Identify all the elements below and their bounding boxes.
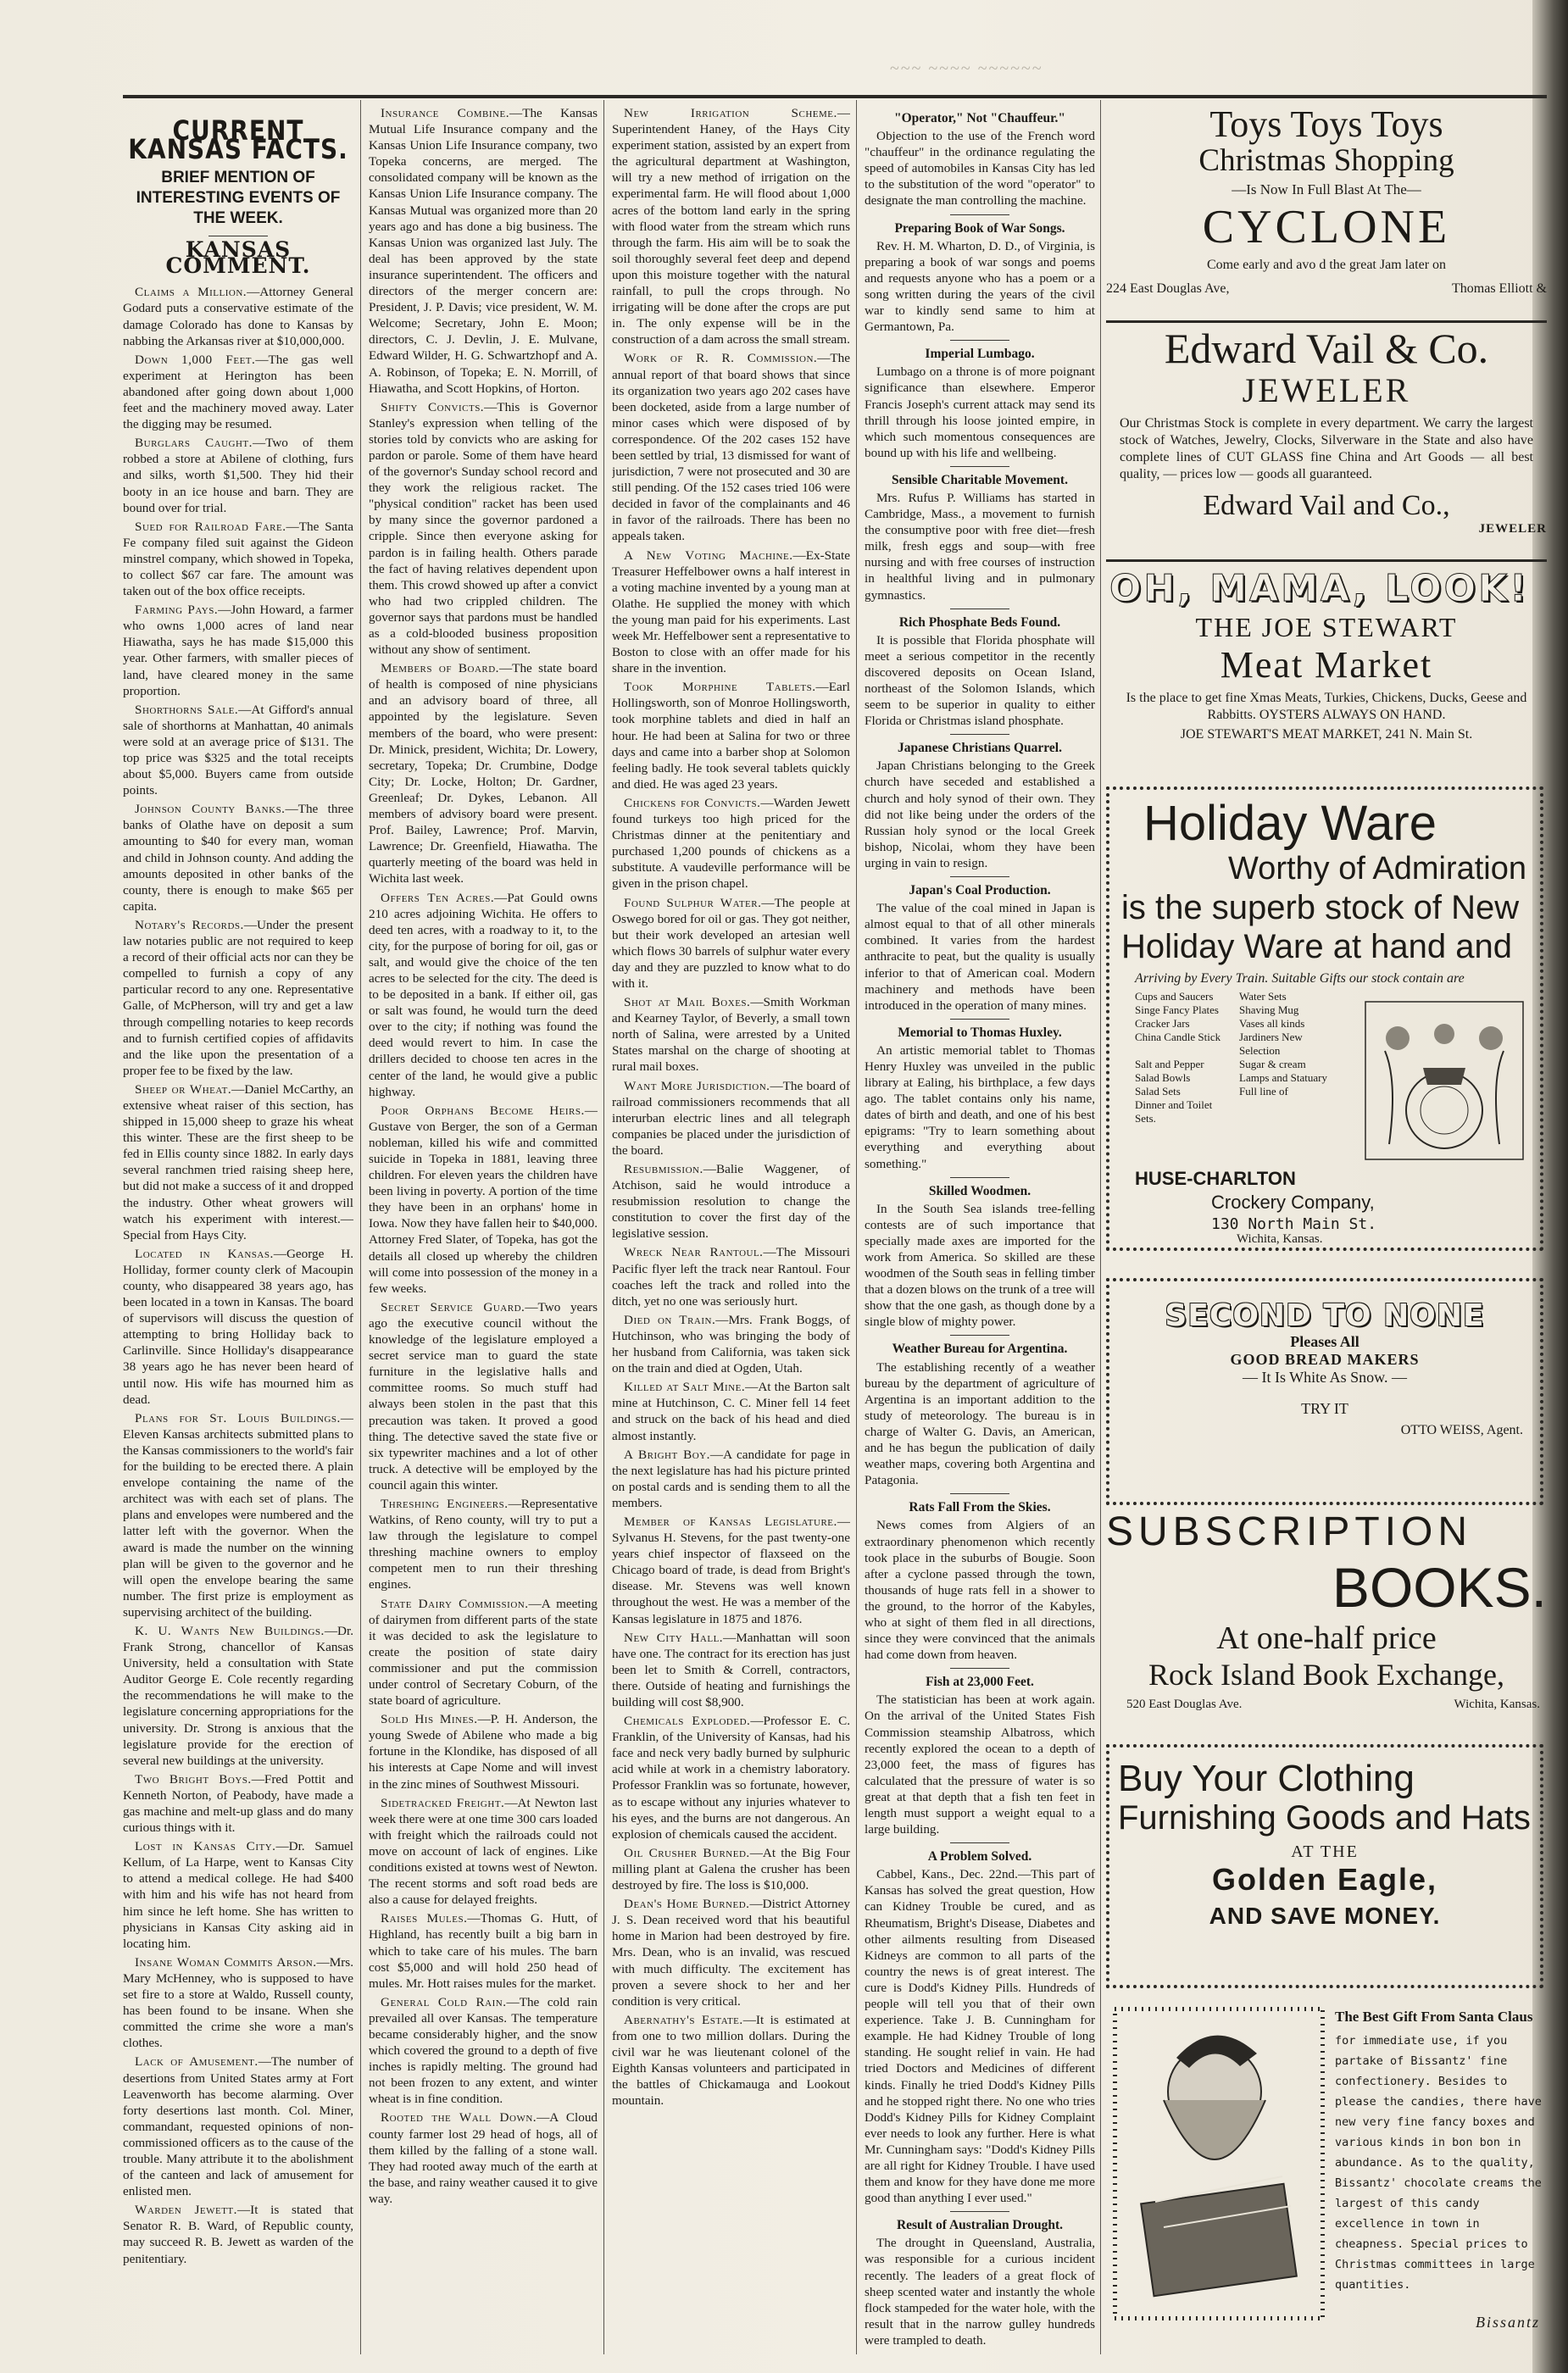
- article: [123, 1081, 353, 1243]
- article-headline: Offers Ten Acres.: [381, 890, 495, 905]
- article: [123, 519, 353, 599]
- article-text: —Mrs. Frank Boggs, of Hutchinson, who was bringing the body of her husband from California, was taken sick on the train and died at Ogden, Utah.: [612, 1312, 850, 1376]
- article-text: —The Missouri Pacific flyer left the track near Rantoul. Four coaches left the track and rolled into the ditch, yet no one was seriously hurt.: [612, 1245, 850, 1309]
- article-text: —Earl Hollingsworth, son of Monroe Hollingsworth, took morphine tablets and died in half an hour. He had been at Salina for two or three days and came into a barber shop at Solomon feeling badly. He took several tablets quickly and died. He was aged 23 years.: [612, 680, 850, 792]
- article-text: —Attorney General Godard puts a conservative estimate of the damage Colorado has done to Kansas by nabbing the Arkansas river at $10,000,000.: [123, 285, 353, 348]
- article: [123, 1771, 353, 1836]
- article-text: —Mrs. Mary McHenney, who is supposed to have set fire to a store at Waldo, Russell county, has been found to be insane. When she committed the crime she wore a man's clothes.: [123, 1954, 353, 2051]
- article-headline: Members of Board.: [381, 661, 499, 676]
- article-text: —It is estimated at from one to two million dollars. During the civil war he was lieutenant colonel of the Eighth Kansas volunteers and participated in the battles of Chickamauga and Lookout mountain.: [612, 2012, 850, 2109]
- article-text: —At the Barton salt mine at Hutchinson, C. C. Miner fell 14 feet and struck on the back of his head and died almost instantly.: [612, 1380, 850, 1443]
- section-title: KANSAS COMMENT.: [165, 237, 311, 279]
- column-4: [865, 105, 1095, 2351]
- article-headline: Fish at 23,000 Feet.: [926, 1675, 1034, 1690]
- article-headline: Imperial Lumbago.: [925, 347, 1035, 362]
- ad-santa: [1106, 2000, 1547, 2339]
- article-headline: Died on Train.: [624, 1312, 716, 1327]
- top-rule: [123, 95, 1547, 98]
- article-text: —Dr. Frank Strong, chancellor of Kansas University, held a consultation with State Auditor George E. Cole recently regarding the recommendations he will make to the legislature concerning appropriations for the university. Dr. Strong is anxious that the legislature provide for the erection of several new buildings at the university.: [123, 1623, 353, 1768]
- ad-eagle-line5: AND SAVE MONEY.: [1209, 1903, 1441, 1929]
- article: [369, 1795, 598, 1909]
- article: [612, 679, 850, 792]
- holiday-item: Cracker Jars: [1135, 1017, 1190, 1030]
- article-text: —Fred Pottit and Kenneth Norton, of Peabody, have made a gas machine and melt-up glass and do many curious things with it.: [123, 1771, 353, 1836]
- article-text: —Under the present law notaries public are not required to keep a record of their official acts nor can they be compelled to furnish a copy of any particular record to any one. Representative Galle, of McPherson, will try and get a law through compelling notaries to keep records and to furnish certified copies of affidavits and the like upon the presentation of a proper fee to be fixed by the law.: [123, 917, 353, 1078]
- article-headline: Insane Woman Commits Arson.: [135, 1954, 317, 1970]
- article-text: —A Cloud county farmer lost 29 head of hogs, all of them killed by the falling of a stone wall. They had rooted away much of the earth at the base, and rainy weather caused it to give way.: [369, 2110, 598, 2206]
- article-text: —Superintendent Haney, of the Hays City experiment station, assisted by an expert from the agricultural department at Washington, will try a new method of irrigation on the experimental farm. He will flood about 1,000 acres of the bottom land early in the spring with flood water from the stream which runs through the farm. His aim will be to soak the soil thoroughly several feet deep and depend upon this moisture together with the natural rainfall, to pull the crops through. No irrigating will be done after the crops are put in. The only expense will be in the construction of a dam across the small stream.: [612, 106, 850, 347]
- ad-books-address: 520 East Douglas Ave.: [1126, 1698, 1243, 1711]
- header-bleed-through: ~~~ ~~~~ ~~~~~~: [890, 59, 1043, 78]
- article-headline: Farming Pays.: [135, 603, 219, 618]
- divider: [950, 466, 1009, 467]
- article-headline: Work of R. R. Commission.: [624, 351, 818, 366]
- article-headline: Japan's Coal Production.: [909, 883, 1051, 898]
- article-text: —District Attorney J. S. Dean received word that his beautiful home in Marion had been destroyed by fire. Mrs. Dean, who is an invalid, was rescued with much difficulty. The excitement has proven a severe shock to her and her condition is very critical.: [612, 1897, 850, 2009]
- article-headline: Secret Service Guard.: [381, 1299, 525, 1314]
- article-headline: Poor Orphans Become Heirs.: [381, 1103, 585, 1118]
- article: [369, 890, 598, 1100]
- article-list: [612, 105, 850, 2109]
- subhead: BRIEF MENTION OF INTERESTING EVENTS OF THE WEEK.: [136, 169, 341, 228]
- article-headline: General Cold Rain.: [381, 1994, 507, 2009]
- article-text: —Pat Gould owns 210 acres adjoining Wichita. He offers to deed ten acres, with a roadway to it, to the city, for the purpose of boring for oil, gas or salt, and would give the choice of the ten acres to be selected for the city. The deed is to be deposited in a bank. If either oil, gas or salt was found, he would turn the deed over to the city; if nothing was found the deed would revert to him. In case the drillers decided to choose ten acres in the center of the land, he would give a public highway.: [369, 890, 598, 1099]
- article-headline: Found Sulphur Water.: [624, 895, 762, 910]
- ad-santa-body: for immediate use, if you partake of Bissantz' fine confectionery. Besides to please the candies, there have new very fine fancy boxes and various kinds in bon bon in abundance. As to the quality, Bissantz' chocolate creams the largest of this candy excellence in town in cheapness. Special prices to Christmas committees in large quantities.: [1335, 2034, 1542, 2292]
- holiday-item: Salad Sets: [1135, 1085, 1181, 1098]
- masthead: CURRENT KANSAS FACTS.: [128, 114, 348, 165]
- article-headline: Rich Phosphate Beds Found.: [898, 614, 1061, 630]
- article-body: Cabbel, Kans., Dec. 22nd.—This part of Kansas has solved the great question, How can Kidney Trouble be cured, and as Rheumatism, Bright's Disease, Diabetes and other ailments resulting from Diseased Kidneys are common to all parts of the country the news is of great interest. The cure is Dodd's Kidney Pills. Hundreds of people will tell you that of their own experience. Take J. B. Cunningham for example. He had Kidney Trouble of long standing. He sought relief in vain. He had tried Doctors and Medicines of different kinds. Finally he tried Dodd's Kidney Pills and he stopped right there. No one who tries Dodd's Kidney Pills for Kidney Complaint ever needs to look any further. Here is what Mr. Cunningham says: "Dodd's Kidney Pills are all right for Kidney Trouble. I have used them and know for they have done me more good than anything I ever used.": [865, 1867, 1095, 2206]
- article-headline: Rats Fall From the Skies.: [909, 1500, 1051, 1515]
- holiday-item: Sugar & cream: [1239, 1058, 1306, 1070]
- article-headline: Japanese Christians Quarrel.: [898, 741, 1062, 756]
- article-text: —The annual report of that board shows that since its organization two years ago 202 cases have been docketed, aside from a large number of minor cases which were disposed of by correspondence. Of the 202 cases 152 have been settled by trial, 13 dismissed for want of jurisdiction, 7 were not prosecuted and 30 are still pending. Of the 152 cases tried 106 were decided in favor of the complainants and 46 in favor of the railroads. There has been no appeals taken.: [612, 351, 850, 544]
- holiday-item: Singe Fancy Plates: [1135, 1003, 1219, 1016]
- article-text: —Eleven Kansas architects submitted plans to the Kansas commissioners to the world's fair for the building to be erected there. A plain envelope containing the name of the architect was with each set of plans. The plans and envelopes were numbered and the latter left with the governor. When the award is made the number on the winning plan will be given to the governor and he will open the envelope bearing the same number. The first prize is employment as supervising architect of the building.: [123, 1410, 353, 1620]
- article-headline: Want More Jurisdiction.: [624, 1078, 770, 1093]
- article: [369, 1103, 598, 1297]
- article-headline: Shifty Convicts.: [381, 399, 485, 414]
- article-headline: A New Voting Machine.: [624, 547, 793, 563]
- article-headline: Burglars Caught.: [135, 436, 253, 451]
- divider: [950, 1177, 1009, 1178]
- article-text: —Two years ago the executive council without the knowledge of the legislature employed a secret service man to guard the state furniture in the legislative halls and committee rooms. So much stuff had always been stolen in the past that this precaution was taken. It proved a good thing. The detective saved the state five or six typewriter machines and a lot of other truck. A detective will be employed by the council again this winter.: [369, 1299, 598, 1492]
- ad-vail-sign: Edward Vail and Co.,: [1203, 490, 1450, 521]
- article-headline: Sold His Mines.: [381, 1712, 478, 1727]
- ad-holiday-address: 130 North Main St.: [1211, 1215, 1377, 1233]
- article: [123, 602, 353, 699]
- ad-cyclone-proprietor: Thomas Elliott &: [1452, 281, 1547, 296]
- ad-holiday-line3: is the superb stock of New: [1121, 889, 1520, 926]
- article: [123, 917, 353, 1079]
- article-headline: Raises Mules.: [381, 1911, 468, 1926]
- divider: [950, 734, 1009, 735]
- article-text: —Warden Jewett found turkeys too high priced for the Christmas dinner at the penitentiary and purchased 1,200 pounds of chickens as a substitute. A vaudeville performance will be given in the prison chapel.: [612, 795, 850, 892]
- article: [123, 2202, 353, 2266]
- article-headline: A Bright Boy.: [624, 1447, 710, 1462]
- article-list: [123, 284, 353, 2266]
- article-body: Mrs. Rufus P. Williams has started in Cambridge, Mass., a movement to furnish the consumptive poor with free diet—fresh milk, fresh eggs and soup—with free nursing and with free courses of instruction in healthful living and in pulmonary gymnastics.: [865, 490, 1095, 603]
- ad-golden-eagle: [1106, 1744, 1543, 1988]
- ad-holiday-ware: [1106, 786, 1543, 1251]
- ad-mama-title: OH, MAMA, LOOK!: [1109, 567, 1530, 610]
- article-headline: Wreck Near Rantoul.: [624, 1245, 764, 1260]
- divider: [950, 1668, 1009, 1669]
- article-headline: Plans for St. Louis Buildings.: [135, 1410, 341, 1425]
- article-text: —At the Big Four milling plant at Galena the crusher has been destroyed by fire. The loss is $10,000.: [612, 1845, 850, 1893]
- article: [123, 2053, 353, 2199]
- ad-holiday-title: Holiday Ware: [1143, 796, 1437, 851]
- article-text: —Gustave von Berger, the son of a German nobleman, killed his wife and committed suicide in Topeka in 1881, leaving three children. For eleven years the children have been living in poverty. A portion of the time they have been in an orphans' home in Iowa. Now they have fallen heir to $40,000. Attorney Fred Slater, of Topeka, has got the details all closed up whereby the children will come into possession of the money in a few weeks.: [369, 1103, 598, 1296]
- article-headline: Took Morphine Tablets.: [624, 680, 816, 695]
- article: [612, 350, 850, 544]
- ad-eagle-title: Golden Eagle,: [1211, 1862, 1438, 1897]
- holiday-item: China Candle Stick: [1135, 1031, 1221, 1043]
- holiday-item: Shaving Mug: [1239, 1003, 1299, 1016]
- article: [612, 1161, 850, 1242]
- article: [612, 105, 850, 347]
- article-body: Lumbago on a throne is of more poignant significance than elsewhere. Emperor Francis Joseph's current attack may send its thrill through his loose jointed empire, in which such momentous consequences are bound up with his life and wellbeing.: [865, 364, 1095, 460]
- ad-vail-jeweler: JEWELER: [1242, 371, 1411, 409]
- column-rule: [603, 100, 604, 2354]
- article-text: —Professor E. C. Franklin, of the University of Kansas, had his face and neck very badly burned by sulphuric acid while at work in a chemistry laboratory. Professor Franklin was so fortunate, however, as to escape without any injuries whatever to his eyes, and the burns are not dangerous. An explosion of chemicals caused the accident.: [612, 1714, 850, 1842]
- article-body: In the South Sea islands tree-felling contests are of such importance that specially made axes are imported for the work from America. So skilled are these woodmen of the South seas in felling timber that a dozen blows on the trunk of a tree will show that the one gash, as though done by a single blow of mighty power.: [865, 1201, 1095, 1330]
- ad-holiday-items: [1135, 990, 1338, 1125]
- divider: [950, 1842, 1009, 1843]
- ad-cyclone-title: CYCLONE: [1202, 201, 1451, 253]
- article-text: —The three banks of Olathe have on deposit a sum amounting to $40 for every man, woman and child in Johnson county. And adding the amounts deposited in other banks of the county, there is enough to make $65 per capita.: [123, 802, 353, 914]
- article-text: —The state board of health is composed of nine physicians and an advisory board of three, all appointed by the legislature. Seven members of the board, who were present: Dr. Minick, president, Wichita; Dr. Lowery, secretary, Topeka; Dr. Crumbine, Dodge City; Dr. Locke, Holton; Dr. Gardner, Greenleaf; Dr. Dykes, Lebanon. All members of advisory board were present. Prof. Bailey, Lawrence; Prof. Marvin, Lawrence; Dr. Greenfield, Hiawatha. The quarterly meeting of the board was held in Wichita last week.: [369, 661, 598, 886]
- ad-mama-address: JOE STEWART'S MEAT MARKET, 241 N. Main St.: [1180, 727, 1473, 742]
- ad-second-line3: GOOD BREAD MAKERS: [1230, 1351, 1420, 1368]
- ad-santa-signature: Bissantz: [1475, 2314, 1540, 2331]
- ad-cyclone-line2: Christmas Shopping: [1198, 143, 1454, 178]
- ad-cyclone-line3: —Is Now In Full Blast At The—: [1232, 181, 1421, 197]
- article-headline: Member of Kansas Legislature.: [624, 1514, 837, 1529]
- article-headline: Chickens for Convicts.: [624, 795, 761, 810]
- article: [123, 352, 353, 432]
- article-body: The value of the coal mined in Japan is almost equal to that of all other minerals combined. It varies from the hardest anthracite to peat, but the quality is usually inferior to that of American coal. Modern machinery and methods have been introduced in the operation of many mines.: [865, 901, 1095, 1013]
- article-text: —A meeting of dairymen from different parts of the state it was decided to ask the legislature to create the position of state dairy commissioner and put the commission under control of Secretary Coburn, of the state board of agriculture.: [369, 1596, 598, 1709]
- article-headline: Killed at Salt Mine.: [624, 1380, 746, 1395]
- ad-holiday-firm2: Crockery Company,: [1211, 1192, 1375, 1213]
- article-headline: "Operator," Not "Chauffeur.": [893, 111, 1066, 125]
- article-text: —Two of them robbed a store at Abilene of clothing, furs and silks, worth $1,500. They hid their booty in an ice house and barn. They are bound over for trial.: [123, 436, 353, 515]
- ad-vail-title: Edward Vail & Co.: [1164, 325, 1489, 372]
- article-headline: Sheep or Wheat.: [135, 1081, 232, 1097]
- article-text: —Smith Workman and Kearney Taylor, of Beverly, a small town north of Salina, were arrested by a United States marshal on the charge of shooting at rural mail boxes.: [612, 995, 850, 1075]
- holiday-item: Jardiners New Selection: [1239, 1031, 1303, 1057]
- article-text: —At Newton last week there were at one time 300 cars loaded with freight which the railroads could not move on account of lack of engines. Like conditions existed at towns west of Newton. The recent storms and soft road beds are also a cause for delayed freights.: [369, 1795, 598, 1908]
- article-text: —The number of desertions from United States army at Fort Leavenworth has become alarming. Over forty desertions last month. Col. Miner, commandant, requested opinions of non-commissioned officers as to the cause of the trouble. Many attribute it to the abolishment of the canteen and lack of amusement for enlisted men.: [123, 2054, 353, 2199]
- article-text: —At Gifford's annual sale of shorthorns at Manhattan, 40 animals were sold at an average price of $131. The top price was $325 and the total receipts about $5,000. Buyers came from outside points.: [123, 702, 353, 798]
- article-text: —Balie Waggener, of Atchison, said he would introduce a resubmission resolution to change the constitution to cover the first day of the legislative session.: [612, 1162, 850, 1242]
- article: [123, 801, 353, 914]
- article-headline: Memorial to Thomas Huxley.: [898, 1025, 1062, 1040]
- article-text: —The gas well experiment at Herington has been abandoned after going down about 1,000 feet and the machinery moved away. Later the digging may be resumed.: [123, 352, 353, 432]
- article: [123, 435, 353, 515]
- article-headline: Rooted the Wall Down.: [381, 2110, 537, 2126]
- ad-second-title: SECOND TO NONE: [1165, 1298, 1485, 1333]
- article: [612, 1379, 850, 1443]
- article-headline: New Irrigation Scheme.: [624, 106, 837, 120]
- article-headline: Abernathy's Estate.: [624, 2012, 743, 2027]
- article-list: [865, 110, 1095, 2348]
- article-text: —P. H. Anderson, the young Swede of Abilene who made a big fortune in the Klondike, has disposed of all his interests at Cape Nome and will invest in the zinc mines of Southwest Missouri.: [369, 1712, 598, 1792]
- ad-vail-jeweler-footer: JEWELER: [1478, 522, 1547, 536]
- ad-second-line4: — It Is White As Snow. —: [1242, 1369, 1407, 1386]
- article-headline: A Problem Solved.: [927, 1849, 1032, 1864]
- article: [369, 1496, 598, 1593]
- ad-vail: [1106, 320, 1547, 552]
- article-text: —This is Governor Stanley's expression when telling of the stories told by convicts who are asking for pardon or parole. Some of them have heard of the governor's Sunday school record and they work the religious racket. The "physical condition" racket has been used by many since the governor pardoned a cripple. Since then everyone asking for pardon is in failing health. Others parade the fact of having relatives dependent upon them. This crowd showed up after a convict who had two crippled children. The governor says that pardons must be handled as a cold-blooded business proposition without any show of sentiment.: [369, 399, 598, 658]
- article-headline: Warden Jewett.: [135, 2203, 237, 2218]
- article-text: —A candidate for page in the next legislature has had his picture printed on postal cards and is sending them to all the members.: [612, 1447, 850, 1510]
- ad-vail-body: Our Christmas Stock is complete in every department. We carry the largest stock of Watches, Jewelry, Clocks, Silverware in the State and also have complete lines of CUT GLASS fine China and Art Goods — all best quality, — prices low — goods all guaranteed.: [1120, 416, 1533, 481]
- holiday-item: Lamps and Statuary: [1239, 1071, 1327, 1084]
- article-text: —John Howard, a farmer who owns 1,000 acres of land near Hiawatha, says he has made $15,000 this year. Other farmers, with smaller pieces of land, have cleared money in the same proportion.: [123, 603, 353, 698]
- article-headline: Lost in Kansas City.: [135, 1839, 276, 1854]
- article-headline: Insurance Combine.: [381, 106, 509, 120]
- column-2: [369, 105, 598, 2351]
- article-list: [369, 105, 598, 2207]
- article: [123, 1623, 353, 1769]
- article-headline: Down 1,000 Feet.: [135, 352, 256, 367]
- ad-mama-line3: Meat Market: [1220, 644, 1433, 686]
- ad-second-line2: Pleases All: [1290, 1333, 1359, 1350]
- article-headline: New City Hall.: [624, 1630, 724, 1645]
- ad-second-to-none: [1106, 1278, 1543, 1505]
- article-headline: Shot at Mail Boxes.: [624, 995, 751, 1010]
- article-body: News comes from Algiers of an extraordinary phenomenon which recently took place in the suburbs of Bougie. Soon after a cyclone passed through the town, thousands of huge rats fell in a shower to the ground, to the horror of the Kabyles, who at sight of them fled in all directions, since they were convinced that the animals had come down from heaven.: [865, 1518, 1095, 1663]
- article-headline: Preparing Book of War Songs.: [894, 220, 1065, 236]
- article: [612, 1312, 850, 1376]
- article-text: —The board of railroad commissioners recommends that all interurban electric lines and all telegraph companies be placed under the jurisdiction of the board.: [612, 1078, 850, 1158]
- ad-cyclone-line1: Toys Toys Toys: [1209, 105, 1443, 145]
- ad-holiday-line4: Holiday Ware at hand and: [1121, 928, 1513, 965]
- ad-eagle-line1: Buy Your Clothing: [1118, 1758, 1415, 1799]
- column-3: [612, 105, 850, 2351]
- divider: [950, 1335, 1009, 1336]
- ad-books-line4: Rock Island Book Exchange,: [1148, 1658, 1504, 1692]
- ad-eagle-line3: AT THE: [1291, 1842, 1359, 1861]
- article: [369, 399, 598, 659]
- ad-cyclone: [1106, 105, 1547, 317]
- article: [369, 1910, 598, 1991]
- article-headline: Chemicals Exploded.: [624, 1714, 751, 1729]
- article-headline: Weather Bureau for Argentina.: [892, 1342, 1068, 1357]
- holiday-item: Water Sets: [1239, 990, 1287, 1003]
- article-body: The drought in Queensland, Australia, was responsible for a curious incident recently. The leaders of a great flock of sheep scented water and instantly the whole flock stampeded for the water hole, with the result that in the narrow gulley hundreds were trampled to death.: [865, 2236, 1095, 2348]
- article-text: —Manhattan will soon have one. The contract for its erection has just been let to Smith & Correll, contractors, there. Outside of heating and furnishings the building will cost $8,900.: [612, 1630, 850, 1709]
- divider: [950, 1493, 1009, 1494]
- ad-books-title: BOOKS.: [1332, 1556, 1547, 1619]
- article: [369, 1711, 598, 1792]
- ad-holiday-firm1: HUSE-CHARLTON: [1135, 1168, 1296, 1189]
- ad-meat-market: [1106, 559, 1547, 765]
- holiday-item: Salt and Pepper: [1135, 1058, 1204, 1070]
- article: [123, 284, 353, 348]
- article: [612, 1514, 850, 1627]
- article-text: —The Kansas Mutual Life Insurance company and the Kansas Union Life Insurance company, two Topeka concerns, are merged. The consolidated company will be known as the Kansas Union Life Insurance company. The Kansas Mutual was organized more than 20 years ago and has done a big business. The Kansas Union was organized last July. The deal has been approved by the state insurance superintendent. The officers and directors of the merger concern are: President, J. P. Davis; vice president, W. M. Welcome; Secretary, John E. Moon; directors, C. J. Devlin, J. E. Mulvane, Edward Wilder, H. G. Schwartzhopf and A. A. Robinson, of Topeka; E. N. Morrill, of Hiawatha, and Scott Hopkins, of Horton.: [369, 106, 598, 396]
- article: [123, 1410, 353, 1620]
- ad-cyclone-line5: Come early and avo d the great Jam later on: [1206, 258, 1447, 272]
- article-headline: Lack of Amusement.: [135, 2054, 259, 2070]
- article-text: —Representative Watkins, of Reno county, will try to put a law through the legislature to compel threshing machine owners to employ competent men to run their threshing engines.: [369, 1496, 598, 1592]
- column-rule: [1100, 100, 1101, 2354]
- divider: [950, 2211, 1009, 2212]
- divider: [950, 214, 1009, 215]
- article-text: —Dr. Samuel Kellum, of La Harpe, went to Kansas City to attend a medical college. He had $400 with him and his wife has not heard from him since he left home. She has written to physicians in Kansas City asking aid in locating him.: [123, 1839, 353, 1951]
- article: [369, 660, 598, 886]
- ad-second-try: TRY IT: [1301, 1400, 1348, 1417]
- divider: [950, 876, 1009, 877]
- ad-eagle-line2: Furnishing Goods and Hats: [1118, 1799, 1531, 1837]
- article-headline: Dean's Home Burned.: [624, 1897, 750, 1912]
- article: [612, 547, 850, 677]
- holiday-item: Salad Bowls: [1135, 1071, 1191, 1084]
- crockery-illustration: [1364, 1000, 1525, 1161]
- article: [612, 1244, 850, 1309]
- article-text: —The cold rain prevailed all over Kansas. The temperature became considerably higher, and the snow which covered the ground to a depth of five inches is rapidly melting. The ground had not been frozen to any extent, and winter wheat is in fine condition.: [369, 1994, 598, 2107]
- ad-holiday-line2: Worthy of Admiration: [1228, 851, 1527, 886]
- article: [123, 702, 353, 799]
- ad-santa-title: The Best Gift From Santa Claus: [1335, 2009, 1533, 2025]
- holiday-item: Full line of: [1239, 1085, 1288, 1098]
- ad-cyclone-address: 224 East Douglas Ave,: [1106, 281, 1230, 296]
- ad-books-line3: At one-half price: [1216, 1620, 1437, 1656]
- article-headline: Sued for Railroad Fare.: [135, 519, 286, 534]
- article: [369, 1299, 598, 1493]
- article: [612, 1078, 850, 1159]
- article-headline: K. U. Wants New Buildings.: [135, 1623, 325, 1638]
- article: [123, 1246, 353, 1408]
- ad-books-city: Wichita, Kansas.: [1454, 1698, 1540, 1711]
- article-headline: Claims a Million.: [135, 285, 247, 300]
- article-headline: Result of Australian Drought.: [896, 2218, 1064, 2233]
- article: [369, 1994, 598, 2108]
- article-headline: State Dairy Commission.: [381, 1596, 529, 1611]
- article-headline: Located in Kansas.: [135, 1246, 274, 1261]
- article-text: —George H. Holliday, former county clerk of Macoupin county, who disappeared 38 years ago, has been located in a town in Kansas. The board of supervisors will discuss the question of attempting to bring Holliday back to Carlinville. Since Holliday's disappearance 38 years ago he has never been heard of until now. His wife has mourned him as dead.: [123, 1246, 353, 1407]
- column-rule: [360, 100, 361, 2354]
- article: [612, 994, 850, 1075]
- article: [612, 2012, 850, 2109]
- ad-holiday-city: Wichita, Kansas.: [1237, 1232, 1323, 1246]
- article-headline: Notary's Records.: [135, 917, 244, 932]
- article-body: The statistician has been at work again. On the arrival of the United States Fish Commission steamship Albatross, which recently explored the ocean to a depth of 23,000 feet, the mass of figures has calculated that the pressure of water is so great at that depth that a fish ten feet in length must support a weight equal to a large building.: [865, 1692, 1095, 1837]
- article-body: Rev. H. M. Wharton, D. D., of Virginia, is preparing a book of war songs and poems and requests anyone who has a poem or a song written during the years of the civil war to kindly send same to him at Germantown, Pa.: [865, 238, 1095, 335]
- article: [612, 795, 850, 892]
- divider: [950, 1019, 1009, 1020]
- ad-mama-line2: THE JOE STEWART: [1195, 612, 1458, 642]
- article: [369, 2109, 598, 2207]
- article-headline: Shorthorns Sale.: [135, 702, 239, 717]
- ad-second-agent: OTTO WEISS, Agent.: [1400, 1423, 1523, 1437]
- article-headline: Skilled Woodmen.: [928, 1183, 1031, 1198]
- divider: [950, 340, 1009, 341]
- ad-books-subscription: SUBSCRIPTION: [1106, 1509, 1473, 1554]
- article: [612, 895, 850, 992]
- article-body: The establishing recently of a weather bureau by the department of agriculture of Argentina is an important addition to the study of meteorology. The bureau is in charge of Walter G. Davis, an American, and he has begun the publication of daily weather maps, covering both Argentina and Patagonia.: [865, 1359, 1095, 1488]
- article: [369, 105, 598, 397]
- article: [123, 1954, 353, 2052]
- article-body: Japan Christians belonging to the Greek church have seceded and established a church and holy synod of their own. They did not like being under the orders of the Russian holy synod or the local Greek bishop, Nicolai, whom they have been urging in vain to resign.: [865, 759, 1095, 870]
- article-text: —Sylvanus H. Stevens, for the past twenty-one years chief inspector of flaxseed on the Chicago board of trade, is dead from Bright's disease. Mr. Stevens was well known throughout the west. He was a member of the Kansas legislature in 1875 and 1876.: [612, 1514, 850, 1626]
- article: [612, 1896, 850, 2009]
- article-headline: Johnson County Banks.: [135, 802, 286, 817]
- article: [612, 1447, 850, 1511]
- column-1: [123, 105, 353, 2351]
- article-text: —Thomas G. Hutt, of Highland, has recently built a big barn in which to take care of his mules. The barn cost $5,000 and will hold 250 head of mules. Mr. Hott raises mules for the market.: [369, 1911, 598, 1991]
- article: [123, 1838, 353, 1952]
- article-headline: Sidetracked Freight.: [381, 1795, 505, 1810]
- article-text: —Daniel McCarthy, an extensive wheat raiser of this section, has shipped in 15,000 sheep to graze his wheat this winter. These are the first sheep to be fed in Ellis county since 1882. In early days several ranchmen tried raising sheep here, but did not make a success of it and dropped the industry. Other wheat growers will watch his experiment with interest.—Special from Hays City.: [123, 1081, 353, 1242]
- column-rule: [856, 100, 857, 2354]
- article: [369, 1596, 598, 1709]
- article: [612, 1845, 850, 1893]
- ad-holiday-line5: Arriving by Every Train. Suitable Gifts our stock contain are: [1135, 971, 1465, 986]
- ad-mama-body: Is the place to get fine Xmas Meats, Turkies, Chickens, Ducks, Geese and Rabbitts. OYSTERS ALWAYS ON HAND.: [1126, 691, 1527, 722]
- article: [612, 1630, 850, 1710]
- santa-illustration: [1113, 2007, 1325, 2320]
- article-body: An artistic memorial tablet to Thomas Henry Huxley was unveiled in the public library at Ealing, his birthplace, a few days ago. The tablet contains only his name, dates of birth and death, and one of his best epigrams: "Try to learn something about everything and everything about something.": [865, 1042, 1095, 1171]
- article-headline: Oil Crusher Burned.: [624, 1845, 750, 1860]
- holiday-item: Cups and Saucers: [1135, 990, 1214, 1003]
- article-body: Objection to the use of the French word "chauffeur" in the ordinance regulating the speed of automobiles in Kansas City has led to the substitution of the word "operator" to designate the man controlling the machine.: [865, 129, 1095, 208]
- holiday-item: Dinner and Toilet Sets.: [1135, 1098, 1213, 1125]
- article-body: It is possible that Florida phosphate will meet a serious competitor in the recently discovered deposits on Ocean Island, northeast of the Solomon Islands, which seem to be superior in quality to either Florida or Christmas island phosphate.: [865, 632, 1095, 729]
- article-headline: Sensible Charitable Movement.: [892, 472, 1068, 487]
- article-text: —The people at Oswego bored for oil or gas. They got neither, but their work developed an artesian well which flows 30 barrels of sulphur water every day and they are puzzled to know what to do with it.: [612, 895, 850, 991]
- article-text: —It is stated that Senator R. B. Ward, of Republic county, may succeed R. B. Jewett as warden of the penitentiary.: [123, 2203, 353, 2266]
- article: [612, 1713, 850, 1842]
- article-text: —The Santa Fe company filed suit against the Gideon minstrel company, which showed in Topeka, to collect $67 car fare. The amount was taken out of the box office receipts.: [123, 519, 353, 599]
- article-text: —Ex-State Treasurer Heffelbower owns a half interest in a voting machine invented by a young man at Olathe. He supplied the money with which the young man paid for his experiments. Last week Mr. Heffelbower sent a representative to Boston to close with an offer made for his share in the invention.: [612, 547, 850, 676]
- ad-books: [1106, 1509, 1547, 1729]
- article-headline: Threshing Engineers.: [381, 1496, 509, 1511]
- article-headline: Resubmission.: [624, 1162, 703, 1176]
- article-headline: Two Bright Boys.: [135, 1771, 252, 1787]
- holiday-item: Vases all kinds: [1239, 1017, 1305, 1030]
